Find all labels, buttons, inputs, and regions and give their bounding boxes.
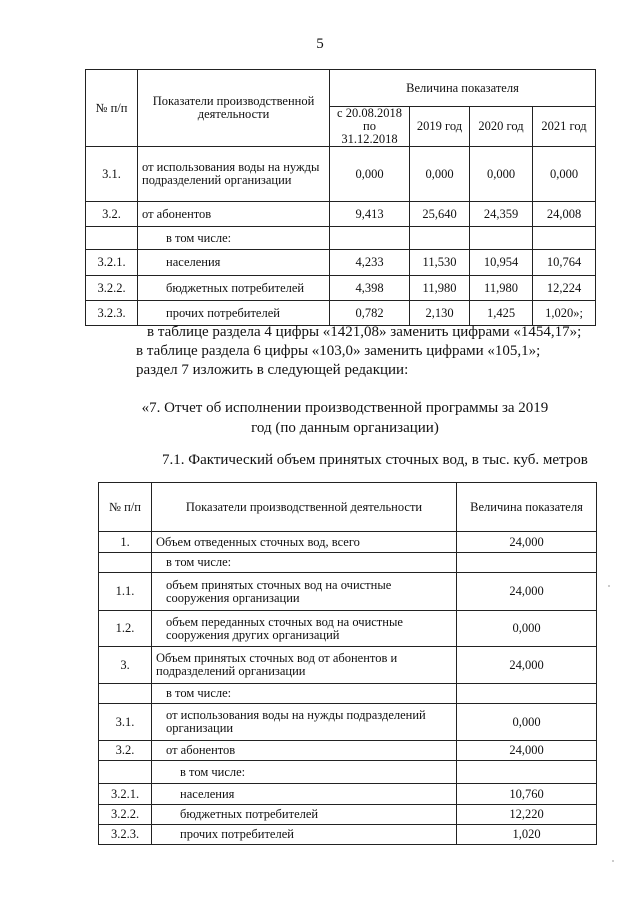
cell-value: 4,398 <box>330 276 410 301</box>
table-row <box>86 202 596 227</box>
table-row <box>86 147 596 202</box>
row-number: 3.2. <box>86 202 138 227</box>
cell-value: 0,000 <box>457 704 597 741</box>
row-label: бюджетных потребителей <box>152 805 457 825</box>
row-label: в том числе: <box>152 684 457 704</box>
row-label: от абонентов <box>152 741 457 761</box>
cell-value: 12,220 <box>457 805 597 825</box>
table-row <box>99 647 597 684</box>
row-number <box>99 553 152 573</box>
cell-value: 11,980 <box>470 276 533 301</box>
column-header-indicator: Показатели производственной деятельности <box>152 483 457 532</box>
cell-value: 24,008 <box>533 202 596 227</box>
row-label: от абонентов <box>138 202 330 227</box>
cell-value: 24,359 <box>470 202 533 227</box>
row-label: бюджетных потребителей <box>138 276 330 301</box>
cell-value: 0,782 <box>330 301 410 326</box>
cell-value: 1,020»; <box>533 301 596 326</box>
column-header-2020: 2020 год <box>470 107 533 147</box>
row-number: 1. <box>99 532 152 553</box>
cell-value <box>330 227 410 250</box>
cell-value <box>457 761 597 784</box>
cell-value: 0,000 <box>410 147 470 202</box>
cell-value: 1,020 <box>457 825 597 845</box>
cell-value: 9,413 <box>330 202 410 227</box>
cell-value <box>457 553 597 573</box>
row-number: 3.2. <box>99 741 152 761</box>
table-row <box>99 611 597 647</box>
row-label: от использования воды на нужды подразделений организации <box>152 704 457 741</box>
wastewater-volume-table <box>98 482 597 845</box>
row-number: 3. <box>99 647 152 684</box>
row-number <box>86 227 138 250</box>
row-label: населения <box>138 250 330 276</box>
indicators-table-continuation <box>85 69 596 326</box>
section-heading: «7. Отчет об исполнении производственной программы за 2019 год (по данным организации) <box>141 400 549 436</box>
amendment-line-section-4: в таблице раздела 4 цифры «1421,08» заменить цифрами «1454,17»; <box>147 324 582 340</box>
column-header-value-group: Величина показателя <box>330 70 596 107</box>
row-number: 1.2. <box>99 611 152 647</box>
row-label: населения <box>152 784 457 805</box>
row-number: 3.2.3. <box>99 825 152 845</box>
row-label: объем переданных сточных вод на очистные сооружения других организаций <box>152 611 457 647</box>
cell-value <box>470 227 533 250</box>
row-label: в том числе: <box>138 227 330 250</box>
table-row <box>99 573 597 611</box>
cell-value: 24,000 <box>457 532 597 553</box>
cell-value <box>457 684 597 704</box>
table-row <box>99 805 597 825</box>
table-row <box>99 704 597 741</box>
row-number: 3.2.2. <box>99 805 152 825</box>
cell-value: 24,000 <box>457 573 597 611</box>
column-header-number: № п/п <box>86 70 138 147</box>
row-label: объем принятых сточных вод на очистные сооружения организации <box>152 573 457 611</box>
cell-value: 0,000 <box>470 147 533 202</box>
row-label: Объем принятых сточных вод от абонентов и подразделений организации <box>152 647 457 684</box>
column-header-number: № п/п <box>99 483 152 532</box>
scan-speck <box>612 860 614 862</box>
table-row <box>99 532 597 553</box>
column-header-2019: 2019 год <box>410 107 470 147</box>
row-number <box>99 684 152 704</box>
table-row <box>86 250 596 276</box>
scan-speck <box>608 585 610 587</box>
cell-value: 11,980 <box>410 276 470 301</box>
cell-value: 11,530 <box>410 250 470 276</box>
cell-value: 0,000 <box>533 147 596 202</box>
cell-value: 0,000 <box>457 611 597 647</box>
page-number: 5 <box>316 36 324 52</box>
row-label: в том числе: <box>152 553 457 573</box>
column-header-value: Величина показателя <box>457 483 597 532</box>
row-label: Объем отведенных сточных вод, всего <box>152 532 457 553</box>
table-row <box>99 553 597 573</box>
cell-value: 0,000 <box>330 147 410 202</box>
column-header-2021: 2021 год <box>533 107 596 147</box>
table-row <box>99 741 597 761</box>
row-number: 3.2.3. <box>86 301 138 326</box>
subsection-heading: 7.1. Фактический объем принятых сточных вод, в тыс. куб. метров <box>162 452 588 468</box>
cell-value: 10,764 <box>533 250 596 276</box>
cell-value: 2,130 <box>410 301 470 326</box>
cell-value: 24,000 <box>457 741 597 761</box>
table-row <box>99 825 597 845</box>
cell-value: 10,760 <box>457 784 597 805</box>
amendment-line-section-6: в таблице раздела 6 цифры «103,0» заменить цифрами «105,1»; <box>136 343 541 359</box>
column-header-indicator: Показатели производственной деятельности <box>138 70 330 147</box>
column-header-period-2018: с 20.08.2018 по 31.12.2018 <box>330 107 410 147</box>
row-number: 3.2.1. <box>99 784 152 805</box>
row-number: 1.1. <box>99 573 152 611</box>
cell-value: 25,640 <box>410 202 470 227</box>
cell-value: 10,954 <box>470 250 533 276</box>
row-number: 3.1. <box>99 704 152 741</box>
cell-value <box>533 227 596 250</box>
cell-value: 24,000 <box>457 647 597 684</box>
table-row <box>99 784 597 805</box>
cell-value <box>410 227 470 250</box>
cell-value: 4,233 <box>330 250 410 276</box>
row-label: от использования воды на нужды подразделений организации <box>138 147 330 202</box>
table-row <box>86 276 596 301</box>
row-number: 3.1. <box>86 147 138 202</box>
cell-value: 1,425 <box>470 301 533 326</box>
row-number: 3.2.1. <box>86 250 138 276</box>
table-row <box>86 301 596 326</box>
cell-value: 12,224 <box>533 276 596 301</box>
row-label: прочих потребителей <box>138 301 330 326</box>
table-row <box>86 227 596 250</box>
row-number: 3.2.2. <box>86 276 138 301</box>
row-label: прочих потребителей <box>152 825 457 845</box>
table-row <box>99 761 597 784</box>
row-number <box>99 761 152 784</box>
row-label: в том числе: <box>152 761 457 784</box>
table-row <box>99 684 597 704</box>
amendment-line-section-7: раздел 7 изложить в следующей редакции: <box>136 362 409 378</box>
